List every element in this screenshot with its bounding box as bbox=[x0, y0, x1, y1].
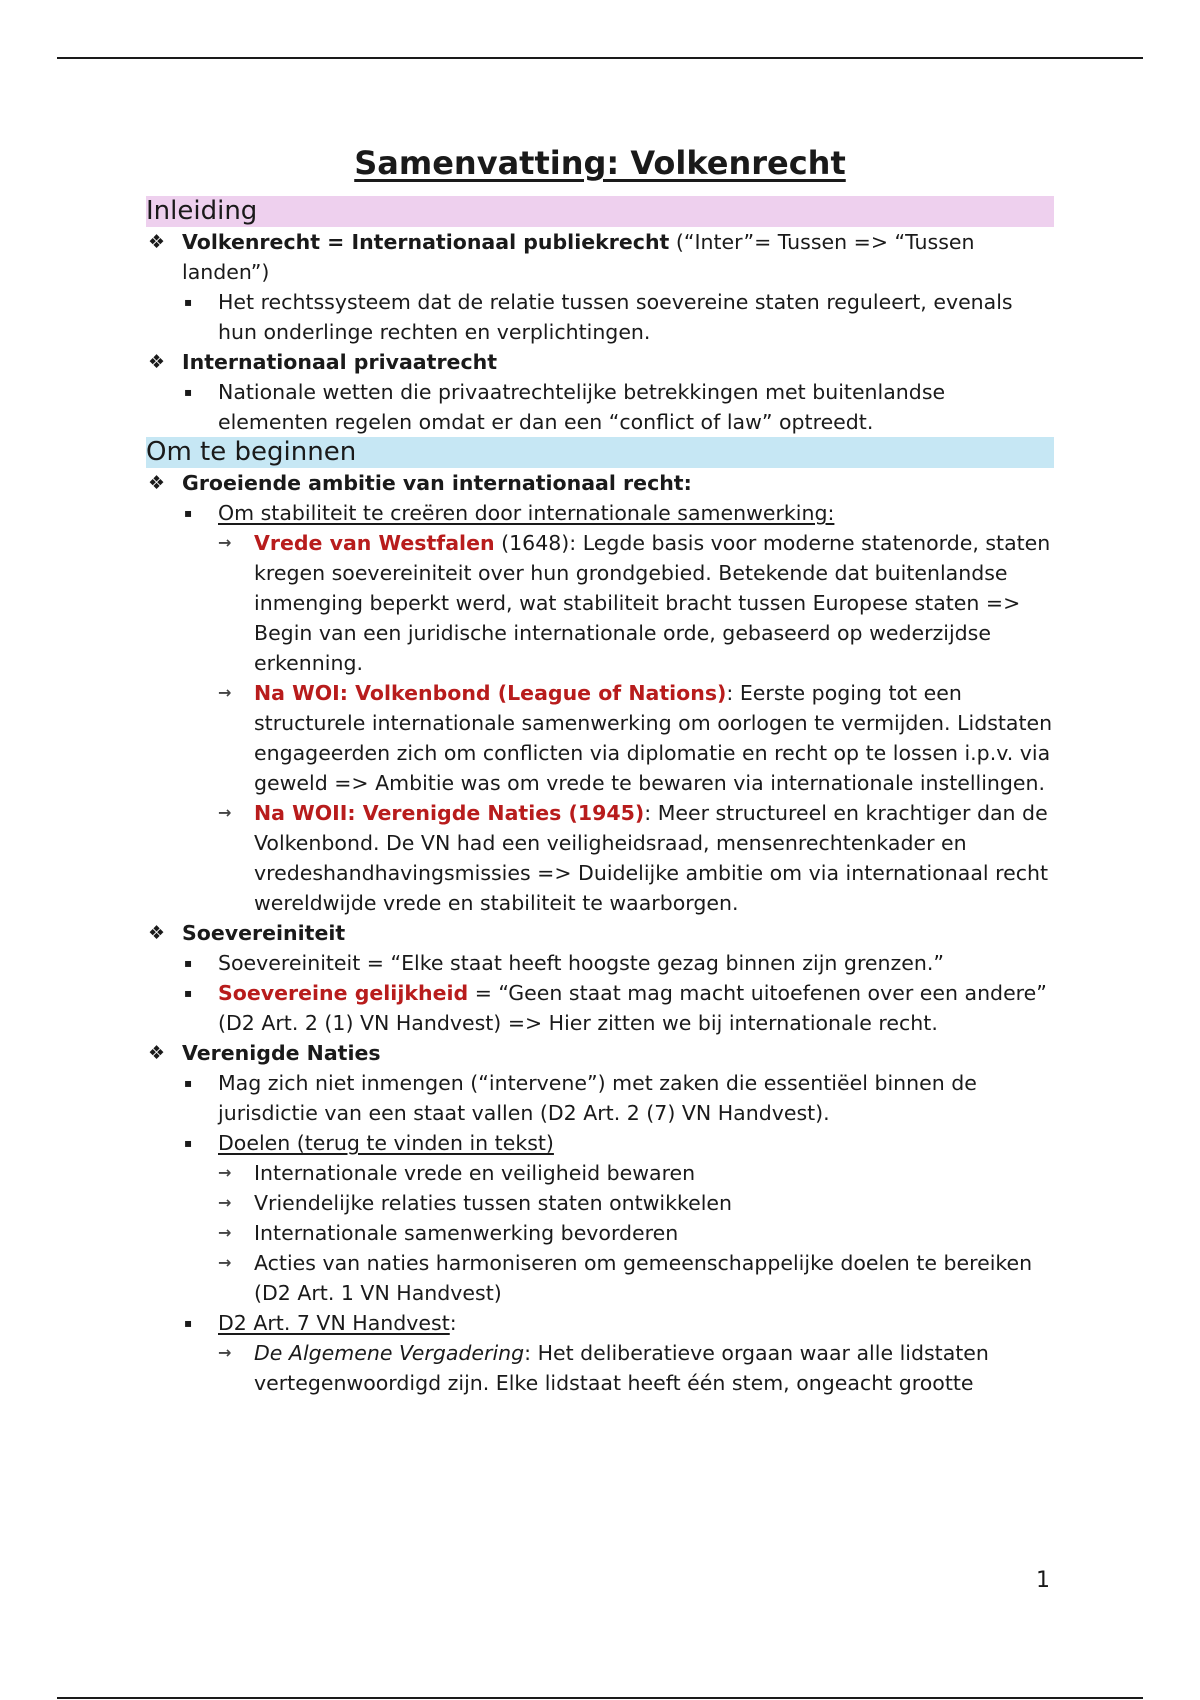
square-bullet-icon: ▪ bbox=[184, 506, 193, 520]
doel-4: Acties van naties harmoniseren om gemeenschappelijke doelen te bereiken (D2 Art. 1 VN Handvest) bbox=[254, 1251, 1033, 1305]
list-item bbox=[146, 1248, 1054, 1308]
list-item bbox=[146, 978, 1054, 1038]
diamond-bullet-icon: ❖ bbox=[148, 922, 166, 944]
list-item bbox=[146, 1218, 1054, 1248]
art7-colon: : bbox=[449, 1311, 457, 1335]
volkenbond-text: : Eerste poging tot een structurele internationale samenwerking om oorlogen te vermijden. Lidstaten engageerden zich om conflicten via diplomatie en recht op te lossen i.p.v. via geweld => Ambitie was om vrede te bewaren via internationale instellingen. bbox=[254, 681, 1053, 795]
vn-inmenging-text: Mag zich niet inmengen (“intervene”) met zaken die essentiëel binnen de jurisdictie van een staat vallen (D2 Art. 2 (7) VN Handvest). bbox=[218, 1071, 977, 1125]
list-item bbox=[146, 287, 1054, 347]
arrow-bullet-icon: → bbox=[218, 803, 232, 822]
list-item bbox=[146, 1128, 1054, 1158]
list-item bbox=[146, 948, 1054, 978]
section-heading-beginnen: Om te beginnen bbox=[146, 437, 1054, 468]
arrow-bullet-icon: → bbox=[218, 1253, 232, 1272]
list-item bbox=[146, 918, 1054, 948]
section-heading-inleiding: Inleiding bbox=[146, 196, 1054, 227]
term-groeiende-ambitie: Groeiende ambitie van internationaal recht: bbox=[182, 471, 692, 495]
diamond-bullet-icon: ❖ bbox=[148, 472, 166, 494]
doel-2: Vriendelijke relaties tussen staten ontwikkelen bbox=[254, 1191, 733, 1215]
square-bullet-icon: ▪ bbox=[184, 956, 193, 970]
arrow-bullet-icon: → bbox=[218, 683, 232, 702]
stabiliteit-label: Om stabiliteit te creëren door internationale samenwerking: bbox=[218, 501, 835, 525]
doel-1: Internationale vrede en veiligheid bewaren bbox=[254, 1161, 696, 1185]
list-item bbox=[146, 678, 1054, 798]
arrow-bullet-icon: → bbox=[218, 533, 232, 552]
term-soevereine-gelijkheid: Soevereine gelijkheid bbox=[218, 981, 469, 1005]
square-bullet-icon: ▪ bbox=[184, 295, 193, 309]
term-algemene-vergadering: De Algemene Vergadering bbox=[254, 1341, 525, 1365]
list-item bbox=[146, 1068, 1054, 1128]
list-item bbox=[146, 468, 1054, 498]
arrow-bullet-icon: → bbox=[218, 1343, 232, 1362]
doelen-label: Doelen (terug te vinden in tekst) bbox=[218, 1131, 554, 1155]
document-title: Samenvatting: Volkenrecht bbox=[354, 144, 846, 182]
diamond-bullet-icon: ❖ bbox=[148, 1042, 166, 1064]
square-bullet-icon: ▪ bbox=[184, 1316, 193, 1330]
volkenrecht-rest: (“Inter”= Tussen => “Tussen landen”) bbox=[182, 230, 975, 284]
westfalen-text: (1648): Legde basis voor moderne statenorde, staten kregen soevereiniteit over hun grondgebied. Betekende dat buitenlandse inmenging beperkt werd, wat stabiliteit bracht tussen Europese staten => Begin van een juridische internationale orde, gebaseerd op wederzijdse erkenning. bbox=[254, 531, 1051, 675]
diamond-bullet-icon: ❖ bbox=[148, 351, 166, 373]
volkenrecht-definition: Het rechtssysteem dat de relatie tussen soevereine staten reguleert, evenals hun onderlinge rechten en verplichtingen. bbox=[218, 290, 1013, 344]
term-privaatrecht: Internationaal privaatrecht bbox=[182, 350, 497, 374]
privaatrecht-definition: Nationale wetten die privaatrechtelijke betrekkingen met buitenlandse elementen regelen omdat er dan een “conflict of law” optreedt. bbox=[218, 380, 946, 434]
algemene-vergadering-text: : Het deliberatieve orgaan waar alle lidstaten vertegenwoordigd zijn. Elke lidstaat heeft één stem, ongeacht grootte bbox=[254, 1341, 989, 1395]
doel-3: Internationale samenwerking bevorderen bbox=[254, 1221, 679, 1245]
art7-label: D2 Art. 7 VN Handvest bbox=[218, 1311, 450, 1335]
list-item bbox=[146, 528, 1054, 678]
list-item bbox=[146, 498, 1054, 528]
square-bullet-icon: ▪ bbox=[184, 1136, 193, 1150]
top-rule bbox=[57, 57, 1143, 59]
square-bullet-icon: ▪ bbox=[184, 1076, 193, 1090]
square-bullet-icon: ▪ bbox=[184, 986, 193, 1000]
list-item bbox=[146, 1308, 1054, 1338]
list-item bbox=[146, 377, 1054, 437]
term-westfalen: Vrede van Westfalen bbox=[254, 531, 495, 555]
term-volkenrecht: Volkenrecht = Internationaal publiekrecht bbox=[182, 230, 670, 254]
bottom-rule bbox=[57, 1697, 1143, 1699]
document-body bbox=[146, 138, 1054, 1398]
term-verenigde-naties: Na WOII: Verenigde Naties (1945) bbox=[254, 801, 645, 825]
square-bullet-icon: ▪ bbox=[184, 385, 193, 399]
list-item bbox=[146, 798, 1054, 918]
verenigde-naties-text: : Meer structureel en krachtiger dan de Volkenbond. De VN had een veiligheidsraad, mensenrechtenkader en vredeshandhavingsmissies => Duidelijke ambitie om via internationaal recht wereldwijde vrede en stabiliteit te waarborgen. bbox=[254, 801, 1049, 915]
soevereiniteit-definition: Soevereiniteit = “Elke staat heeft hoogste gezag binnen zijn grenzen.” bbox=[218, 951, 945, 975]
diamond-bullet-icon: ❖ bbox=[148, 231, 166, 253]
term-volkenbond: Na WOI: Volkenbond (League of Nations) bbox=[254, 681, 727, 705]
list-item bbox=[146, 1188, 1054, 1218]
page-number: 1 bbox=[1036, 1568, 1050, 1593]
term-vn: Verenigde Naties bbox=[182, 1041, 381, 1065]
soevereine-gelijkheid-text: = “Geen staat mag macht uitoefenen over een andere” (D2 Art. 2 (1) VN Handvest) => Hier zitten we bij internationale recht. bbox=[218, 981, 1047, 1035]
arrow-bullet-icon: → bbox=[218, 1223, 232, 1242]
list-item bbox=[146, 1038, 1054, 1068]
arrow-bullet-icon: → bbox=[218, 1193, 232, 1212]
term-soevereiniteit: Soevereiniteit bbox=[182, 921, 346, 945]
arrow-bullet-icon: → bbox=[218, 1163, 232, 1182]
list-item bbox=[146, 347, 1054, 377]
list-item bbox=[146, 1158, 1054, 1188]
list-item bbox=[146, 1338, 1054, 1398]
list-item bbox=[146, 227, 1054, 287]
